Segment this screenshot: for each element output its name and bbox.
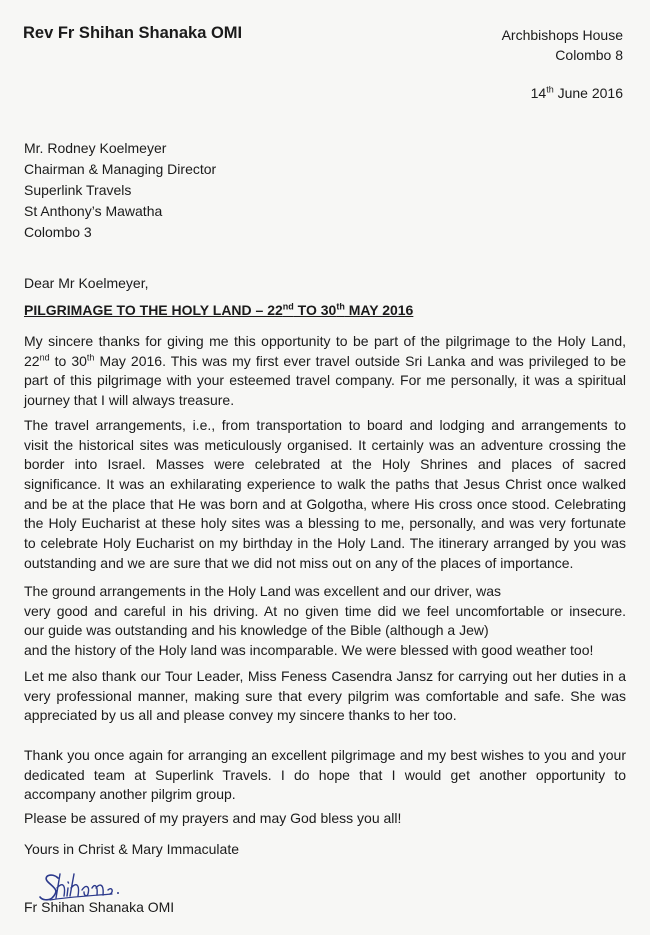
paragraph-line: significance. It was an exhilarating experience to walk the paths that Jesus Christ once walked bbox=[24, 476, 626, 493]
date-rest: June 2016 bbox=[553, 85, 623, 101]
paragraph-line: outstanding and we are sure that we did not miss out on any of the places of importance. bbox=[24, 554, 574, 571]
paragraph-line: Thank you once again for arranging an excellent pilgrimage and my best wishes to you and your bbox=[24, 747, 626, 763]
subject-text: PILGRIMAGE TO THE HOLY LAND – 22 bbox=[24, 302, 283, 318]
paragraph-line: journey that I will always treasure. bbox=[24, 392, 235, 409]
text-sup: nd bbox=[39, 352, 50, 363]
paragraph-3 bbox=[24, 582, 626, 661]
paragraph-4 bbox=[24, 667, 626, 726]
paragraph-line: accompany another pilgrim group. bbox=[24, 786, 236, 803]
paragraph-2 bbox=[24, 416, 626, 574]
subject-text: MAY 2016 bbox=[344, 302, 414, 318]
subject-text: TO 30 bbox=[293, 302, 337, 318]
paragraph-line: to celebrate Holy Eucharist on my birthday in the Holy Land. The itinerary arranged by you was bbox=[24, 535, 626, 552]
paragraph-line: and the history of the Holy land was incomparable. We were blessed with good weather too! bbox=[24, 642, 594, 659]
paragraph-line: My sincere thanks for giving me this opportunity to be part of the pilgrimage to the Holy Land, bbox=[24, 333, 626, 349]
paragraph-1 bbox=[24, 332, 626, 411]
paragraph-line: Please be assured of my prayers and may God bless you all! bbox=[24, 810, 402, 826]
recipient-line: Chairman & Managing Director bbox=[24, 161, 217, 177]
paragraph-line: The travel arrangements, i.e., from transportation to board and lodging and arrangements to bbox=[24, 417, 626, 433]
paragraph-line: part of this pilgrimage with your esteemed travel company. For me personally, it was a spiritual bbox=[24, 372, 626, 389]
subject-sup: nd bbox=[282, 301, 294, 312]
recipient-address bbox=[24, 138, 216, 243]
subject-sup: th bbox=[336, 301, 345, 312]
paragraph-line: visit the historical sites was meticulously organised. It certainly was an adventure crossing the bbox=[24, 436, 626, 453]
paragraph-line: and be at the place that He was born and at Golgotha, where His cross once stood. Celebrating bbox=[24, 495, 626, 512]
paragraph-line: our guide was outstanding and his knowledge of the Bible (although a Jew) bbox=[24, 622, 489, 639]
signatory-name: Fr Shihan Shanaka OMI bbox=[24, 899, 175, 915]
text-fragment: to 30 bbox=[49, 352, 87, 369]
paragraph-line: very professional manner, making sure that every pilgrim was comfortable and safe. She was bbox=[24, 687, 626, 704]
recipient-line: St Anthony’s Mawatha bbox=[24, 203, 163, 219]
paragraph-6 bbox=[24, 809, 626, 829]
letter-date bbox=[531, 83, 623, 103]
paragraph-line bbox=[24, 352, 626, 372]
paragraph-line: border into Israel. Masses were celebrated at the Holy Shrines and places of sacred bbox=[24, 456, 626, 473]
recipient-line: Mr. Rodney Koelmeyer bbox=[24, 140, 167, 156]
sender-name: Rev Fr Shihan Shanaka OMI bbox=[23, 24, 243, 42]
paragraph-line: Let me also thank our Tour Leader, Miss Feness Casendra Jansz for carrying out her duties in a bbox=[24, 668, 626, 684]
paragraph-5 bbox=[24, 746, 626, 805]
paragraph-line: very good and careful in his driving. At no given time did we feel uncomfortable or insecure. bbox=[24, 602, 626, 619]
sender-address-line-2: Colombo 8 bbox=[555, 47, 623, 63]
paragraph-line: dedicated team at Superlink Travels. I do hope that I would get another opportunity to bbox=[24, 766, 626, 783]
paragraph-line: the Holy Eucharist at these holy sites was a blessing to me, personally, and was very fortunate bbox=[24, 515, 626, 532]
text-fragment: May 2016. This was my first ever travel outside Sri Lanka and was privileged to be bbox=[94, 352, 626, 369]
recipient-line: Superlink Travels bbox=[24, 182, 132, 198]
date-day: 14 bbox=[530, 85, 547, 101]
text-fragment: 22 bbox=[24, 352, 40, 369]
paragraph-line: The ground arrangements in the Holy Land was excellent and our driver, was bbox=[24, 583, 502, 599]
date-suffix: th bbox=[546, 84, 554, 95]
closing-line: Yours in Christ & Mary Immaculate bbox=[24, 841, 239, 857]
subject-line bbox=[24, 302, 413, 318]
salutation: Dear Mr Koelmeyer, bbox=[24, 275, 149, 291]
recipient-line: Colombo 3 bbox=[24, 224, 92, 240]
text-sup: th bbox=[86, 352, 95, 363]
sender-address-line-1: Archbishops House bbox=[501, 27, 623, 43]
handwritten-signature bbox=[38, 870, 148, 902]
paragraph-line: appreciated by us all and please convey my sincere thanks to her too. bbox=[24, 707, 457, 724]
